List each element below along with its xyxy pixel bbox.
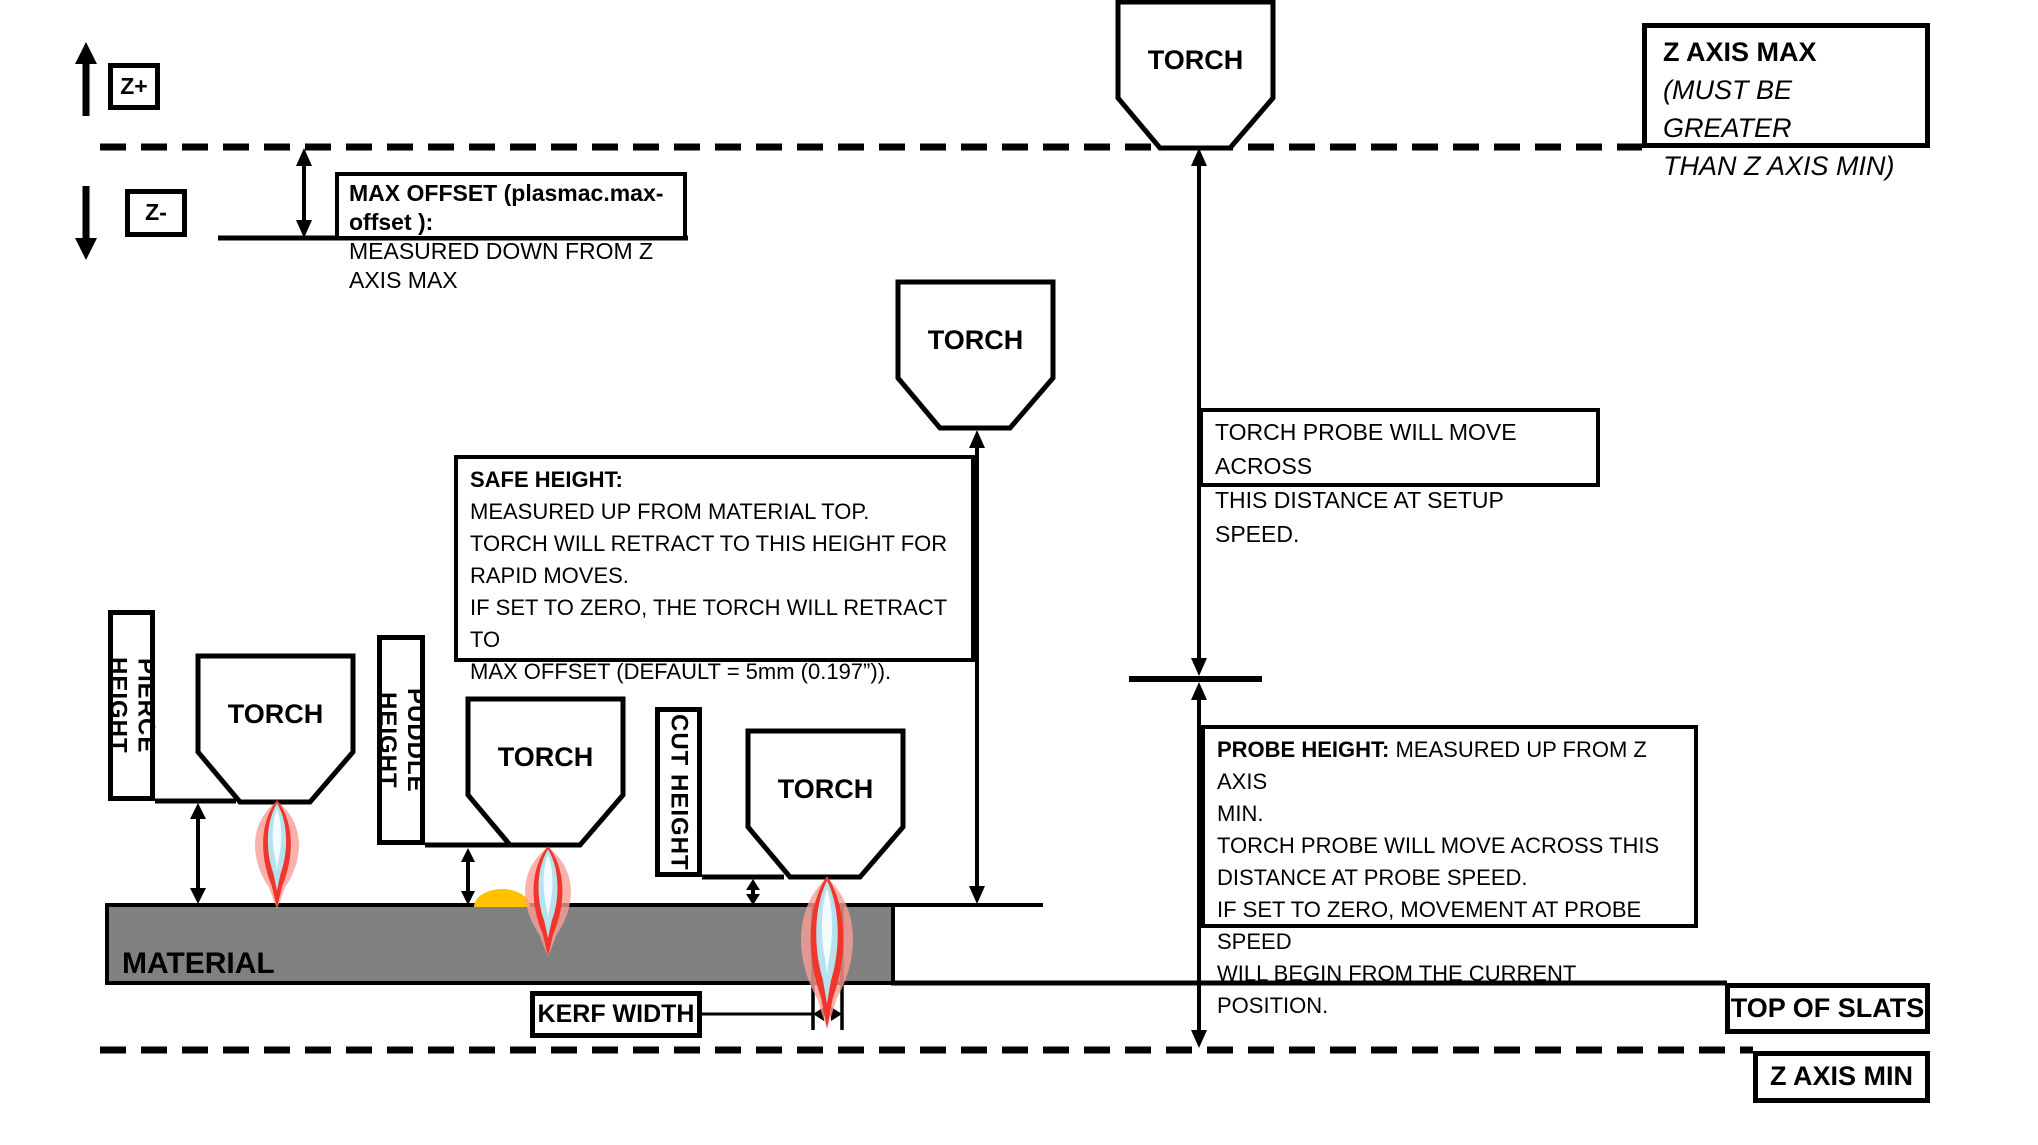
z-axis-max-title: Z AXIS MAX [1663, 37, 1817, 67]
probe-height-line1: MIN. [1217, 801, 1264, 826]
pierce-flame-icon [255, 800, 299, 909]
torch-label-puddle: TORCH [497, 742, 594, 772]
setup-speed-line2: THIS DISTANCE AT SETUP SPEED. [1215, 487, 1504, 547]
probe-height-line5: WILL BEGIN FROM THE CURRENT POSITION. [1217, 961, 1576, 1018]
probe-height-first-line [1217, 734, 1682, 798]
pierce-height-dimension-arrow [190, 803, 206, 904]
max-offset-line2: MEASURED DOWN FROM Z AXIS MAX [349, 238, 654, 293]
material-label: MATERIAL [122, 947, 275, 980]
safe-height-line1: MEASURED UP FROM MATERIAL TOP. [470, 499, 870, 524]
top-of-slats-label-box: TOP OF SLATS [1725, 983, 1930, 1034]
safe-height-line2: TORCH WILL RETRACT TO THIS HEIGHT FOR [470, 531, 948, 556]
z-axis-max-note1: (MUST BE GREATER [1663, 75, 1793, 143]
safe-height-note-box [454, 455, 975, 684]
z-plus-label-box [108, 63, 160, 110]
torch-label-z-max: TORCH [1147, 45, 1244, 75]
puddle-height-dimension-arrow [461, 848, 475, 905]
setup-speed-note-box [1199, 408, 1600, 547]
probe-height-line2: TORCH PROBE WILL MOVE ACROSS THIS [1217, 833, 1660, 858]
max-offset-note-box [335, 172, 687, 293]
z-axis-max-note2: THAN Z AXIS MIN) [1663, 151, 1895, 181]
z-plus-label: Z+ [120, 72, 148, 99]
setup-speed-line1: TORCH PROBE WILL MOVE ACROSS [1215, 419, 1517, 479]
torch-label-cut: TORCH [777, 774, 874, 804]
safe-height-line5: MAX OFFSET (DEFAULT = 5mm (0.197”)). [470, 659, 892, 684]
pierce-height-label-box: PIERCE HEIGHT [108, 610, 155, 801]
probe-height-title-rest: MEASURED UP FROM Z AXIS [1217, 737, 1647, 794]
z-axis-min-label-box: Z AXIS MIN [1753, 1051, 1930, 1103]
probe-height-line4: IF SET TO ZERO, MOVEMENT AT PROBE SPEED [1217, 897, 1642, 954]
cut-height-dimension-arrow [746, 879, 760, 905]
cut-height-label-box: CUT HEIGHT [655, 707, 702, 877]
z-minus-label: Z- [145, 199, 167, 226]
z-axis-max-note-box [1642, 23, 1930, 181]
kerf-width-label-box: KERF WIDTH [530, 991, 702, 1038]
cut-flame-icon [801, 876, 853, 1030]
max-offset-dimension-arrow [296, 148, 312, 238]
safe-height-line4: IF SET TO ZERO, THE TORCH WILL RETRACT TO [470, 595, 947, 652]
probe-height-title: PROBE HEIGHT: [1217, 737, 1390, 762]
torch-label-safe: TORCH [927, 325, 1024, 355]
molten-puddle-shape [474, 889, 530, 907]
torch-label-pierce: TORCH [227, 699, 324, 729]
probe-height-line3: DISTANCE AT PROBE SPEED. [1217, 865, 1528, 890]
z-plus-arrow-icon [75, 42, 97, 116]
puddle-height-label-box: PUDDLE HEIGHT [377, 635, 425, 845]
safe-height-title: SAFE HEIGHT: [470, 467, 623, 492]
safe-height-line3: RAPID MOVES. [470, 563, 629, 588]
z-minus-arrow-icon [75, 186, 97, 260]
z-minus-label-box [125, 189, 187, 237]
max-offset-title: MAX OFFSET (plasmac.max-offset ): [349, 180, 664, 235]
probe-height-note-box [1201, 725, 1698, 1018]
